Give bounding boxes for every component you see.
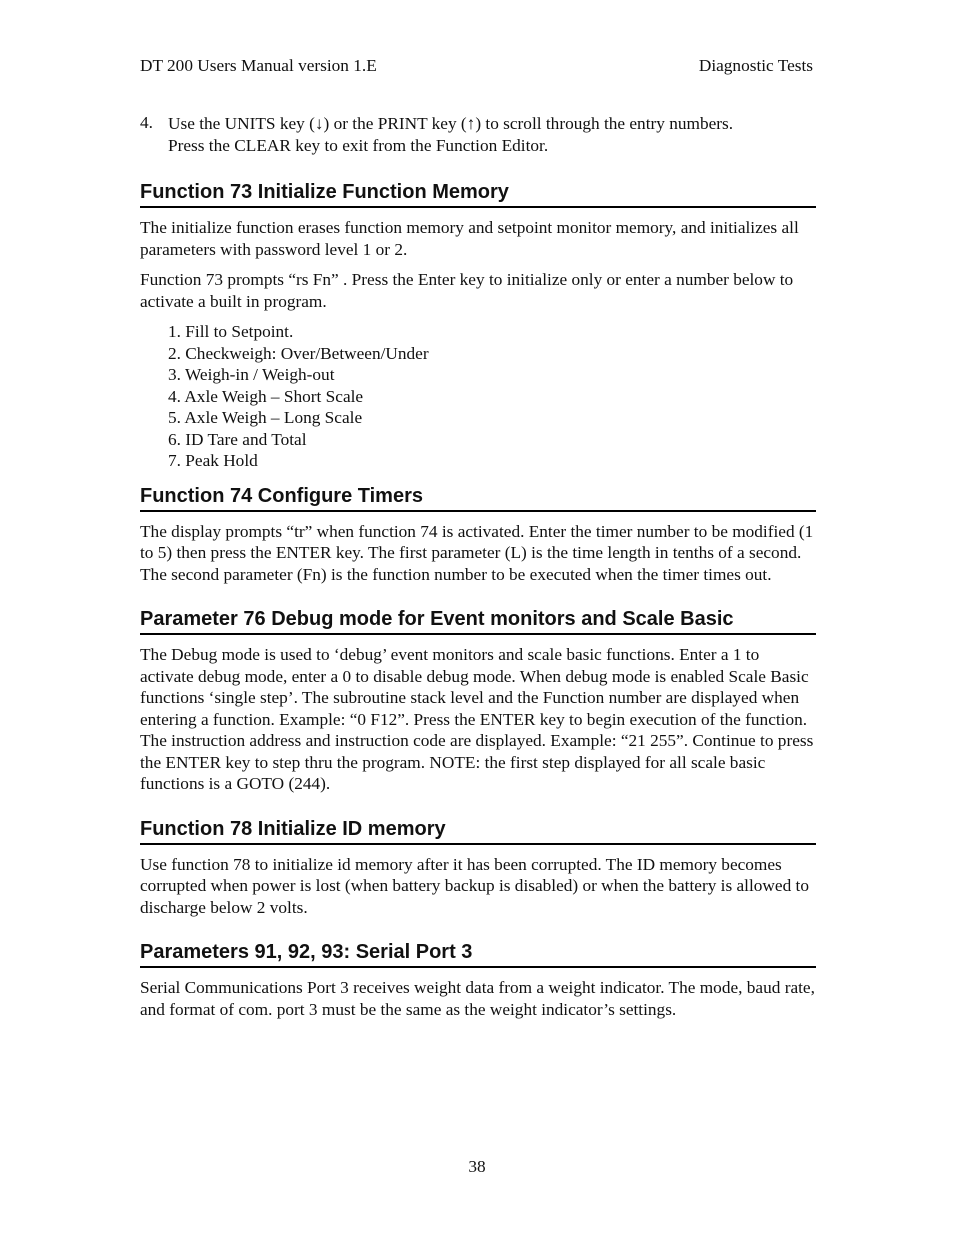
section-heading-function-74: Function 74 Configure Timers — [140, 484, 816, 512]
list-item: 1. Fill to Setpoint. — [168, 322, 294, 341]
page-content — [140, 113, 816, 1020]
list-item: 4. Axle Weigh – Short Scale — [168, 386, 364, 406]
section-paragraph: The initialize function erases function memory and setpoint monitor memory, and initializes all parameters with password level 1 or 2. — [140, 218, 799, 259]
section-heading-function-78: Function 78 Initialize ID memory — [140, 817, 816, 845]
list-item: 2. Checkweigh: Over/Between/Under — [168, 343, 429, 363]
step-item — [140, 113, 816, 156]
section-paragraph: Serial Communications Port 3 receives weight data from a weight indicator. The mode, baud rate, and format of com. port 3 must be the same as the weight indicator’s settings. — [140, 978, 815, 1019]
section-paragraph: Use function 78 to initialize id memory after it has been corrupted. The ID memory becomes corrupted when power is lost (when battery backup is disabled) or when the battery is allowed to discharge below 2 volts. — [140, 854, 809, 917]
step-number: 4. — [140, 113, 153, 132]
section-heading-serial-port-3: Parameters 91, 92, 93: Serial Port 3 — [140, 940, 816, 968]
step-line: Use the UNITS key (↓) or the PRINT key (↑) to scroll through the entry numbers. — [168, 114, 734, 133]
section-heading-function-73: Function 73 Initialize Function Memory — [140, 180, 816, 208]
program-list — [140, 321, 816, 472]
section-paragraph: The display prompts “tr” when function 74 is activated. Enter the timer number to be modified (1 to 5) then press the ENTER key. The first parameter (L) is the time length in tenths of a second. The second parameter (Fn) is the function number to be executed when the timer times out. — [140, 521, 814, 584]
list-item: 5. Axle Weigh – Long Scale — [168, 408, 363, 427]
header-title: DT 200 Users Manual version 1.E — [140, 56, 377, 75]
header-section: Diagnostic Tests — [698, 56, 813, 75]
list-item: 7. Peak Hold — [168, 451, 258, 470]
list-item: 6. ID Tare and Total — [168, 429, 307, 449]
section-paragraph: The Debug mode is used to ‘debug’ event monitors and scale basic functions. Enter a 1 to activate debug mode, enter a 0 to disable debug mode. When debug mode is enabled Scale Basic functions ‘single step’. The subroutine stack level and the Function number are displayed when entering a function. Example: “0 F12”. Press the ENTER key to begin execution of the function. The instruction address and instruction code are displayed. Example: “21 255”. Continue to press the ENTER key to step thru the program. NOTE: the first step displayed for all scale basic functions is a GOTO (244). — [140, 645, 814, 793]
section-heading-parameter-76: Parameter 76 Debug mode for Event monitors and Scale Basic — [140, 607, 816, 635]
list-item: 3. Weigh-in / Weigh-out — [168, 365, 335, 384]
step-text — [168, 113, 733, 156]
page-number: 38 — [468, 1157, 486, 1176]
section-paragraph: Function 73 prompts “rs Fn” . Press the Enter key to initialize only or enter a number below to activate a built in program. — [140, 270, 794, 311]
step-line: Press the CLEAR key to exit from the Function Editor. — [168, 135, 549, 155]
